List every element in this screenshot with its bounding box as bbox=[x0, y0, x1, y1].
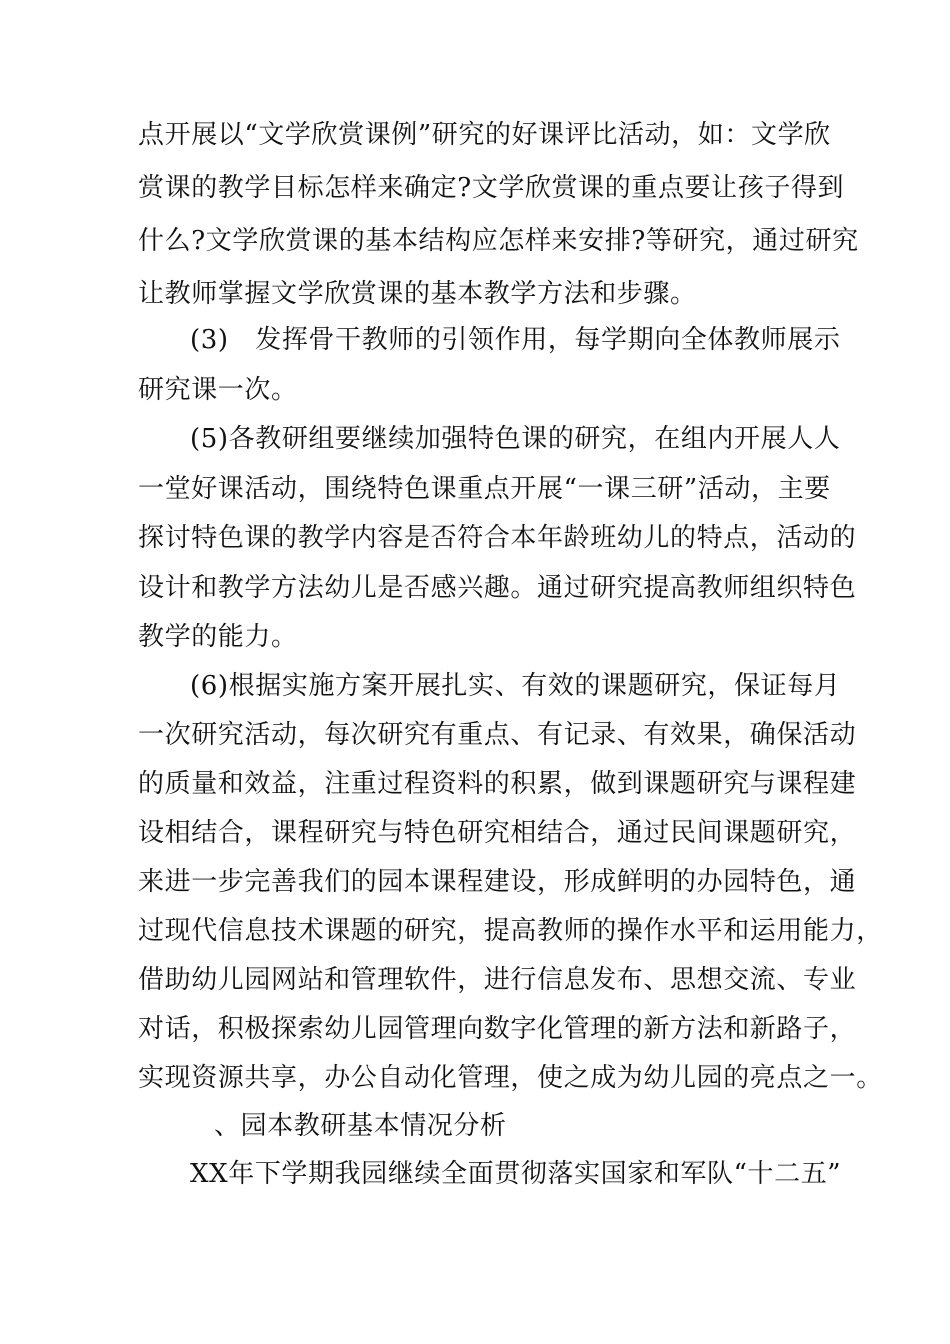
text-line: XX年下学期我园继续全面贯彻落实国家和军队“十二五” bbox=[190, 1159, 842, 1189]
text-line: 让教师掌握文学欣赏课的基本教学方法和步骤。 bbox=[138, 279, 697, 309]
text-line: 来进一步完善我们的园本课程建设，形成鲜明的办园特色，通 bbox=[138, 867, 857, 897]
text-line: 设计和教学方法幼儿是否感兴趣。通过研究提高教师组织特色 bbox=[138, 573, 857, 603]
text-line: 一次研究活动，每次研究有重点、有记录、有效果，确保活动 bbox=[138, 720, 857, 750]
text-line: 借助幼儿园网站和管理软件，进行信息发布、思想交流、专业 bbox=[138, 965, 857, 995]
text-line: 过现代信息技术课题的研究，提高教师的操作水平和运用能力， bbox=[138, 916, 883, 946]
text-line: 研究课一次。 bbox=[138, 375, 298, 405]
text-line: (3) 发挥骨干教师的引领作用，每学期向全体教师展示 bbox=[190, 325, 841, 355]
section-heading: 、园本教研基本情况分析 bbox=[214, 1111, 507, 1141]
text-line: 的质量和效益，注重过程资料的积累，做到课题研究与课程建 bbox=[138, 769, 857, 799]
text-line: 实现资源共享，办公自动化管理，使之成为幼儿园的亮点之一。 bbox=[138, 1063, 883, 1093]
text-line: 教学的能力。 bbox=[138, 622, 298, 652]
text-line: 对话，积极探索幼儿园管理向数字化管理的新方法和新路子， bbox=[138, 1014, 857, 1044]
text-line: 赏课的教学目标怎样来确定?文学欣赏课的重点要让孩子得到 bbox=[138, 173, 845, 203]
text-line: 探讨特色课的教学内容是否符合本年龄班幼儿的特点，活动的 bbox=[138, 523, 857, 553]
text-line: 点开展以“文学欣赏课例”研究的好课评比活动，如：文学欣 bbox=[138, 120, 831, 150]
text-line: (5)各教研组要继续加强特色课的研究，在组内开展人人 bbox=[190, 424, 841, 454]
text-line: 一堂好课活动，围绕特色课重点开展“一课三研”活动，主要 bbox=[138, 474, 831, 504]
text-line: (6)根据实施方案开展扎实、有效的课题研究，保证每月 bbox=[190, 671, 841, 701]
text-line: 什么?文学欣赏课的基本结构应怎样来安排?等研究，通过研究 bbox=[138, 226, 859, 256]
text-line: 设相结合，课程研究与特色研究相结合，通过民间课题研究， bbox=[138, 818, 857, 848]
